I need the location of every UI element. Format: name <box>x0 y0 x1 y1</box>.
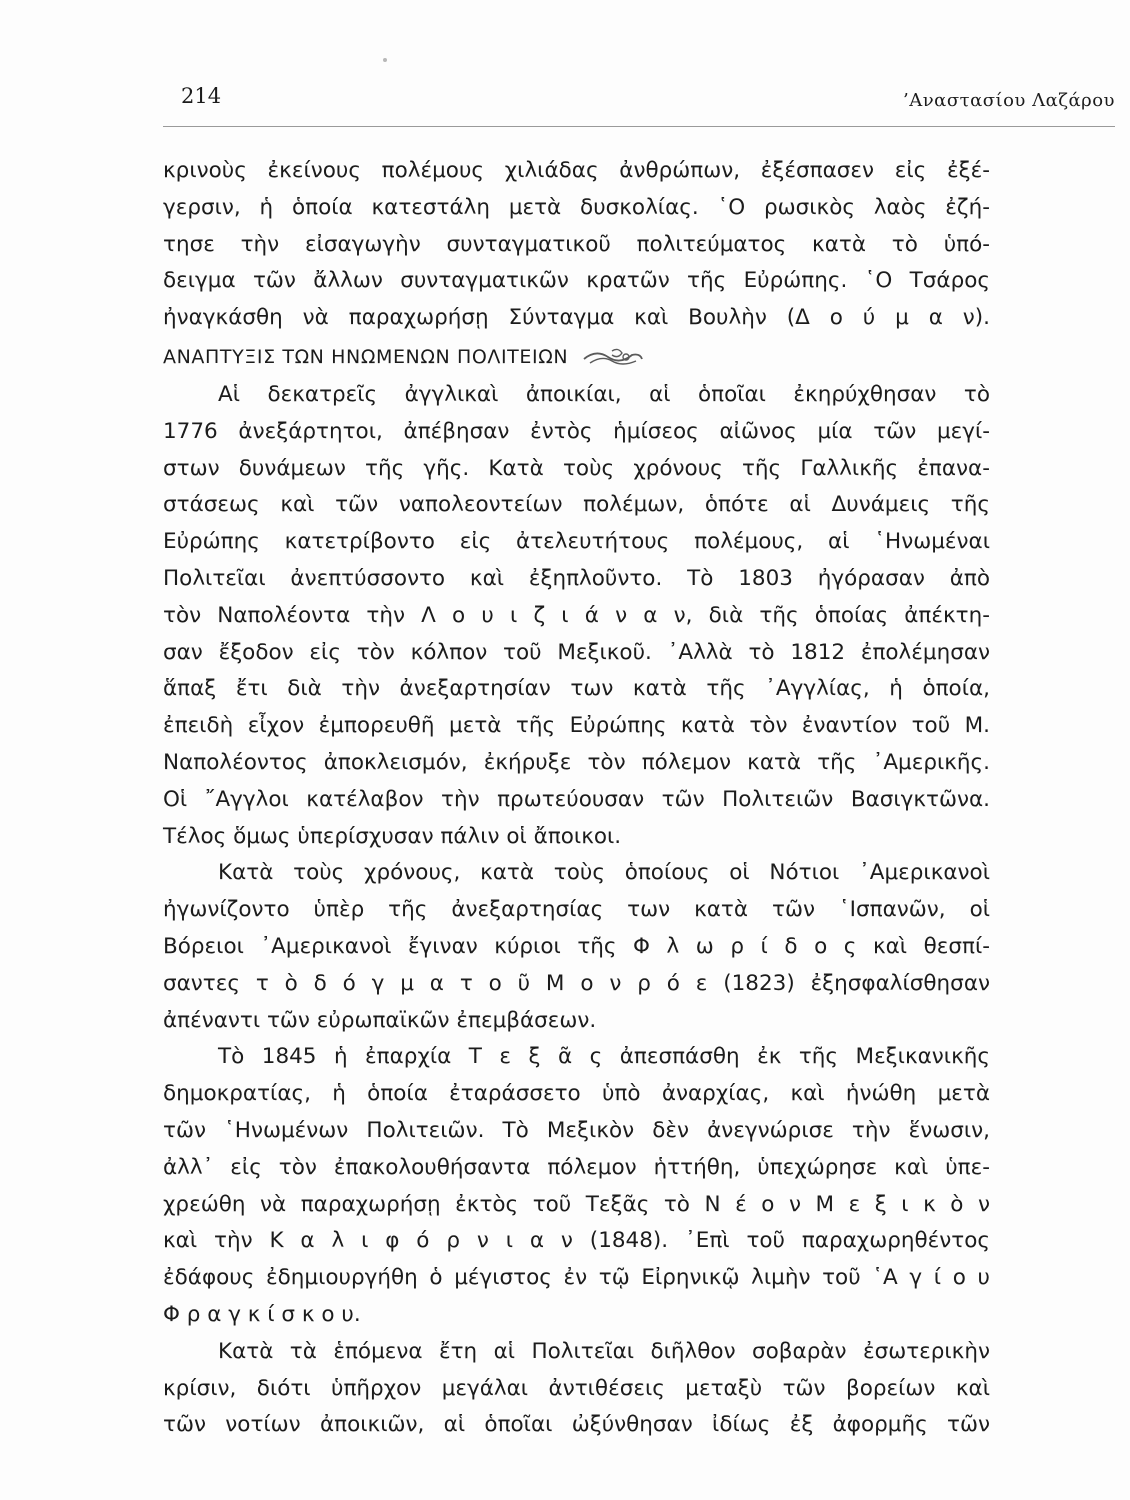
text-line: τῶν ῾Ηνωμένων Πολιτειῶν. Τὸ Μεξικὸν δὲν ἀνεγνώρισε τὴν ἕνωσιν, <box>163 1117 990 1143</box>
text-line: γερσιν, ἡ ὁποία κατεστάλη μετὰ δυσκολίας. ῾Ο ρωσικὸς λαὸς ἐζή- <box>163 194 990 220</box>
body-text <box>163 153 990 1444</box>
text-line: κρίσιν, διότι ὑπῆρχον μεγάλαι ἀντιθέσεις μεταξὺ τῶν βορείων καὶ <box>163 1375 990 1401</box>
text-line: ἠγωνίζοντο ὑπὲρ τῆς ἀνεξαρτησίας των κατὰ τῶν ῾Ισπανῶν, οἱ <box>163 897 990 923</box>
text-line: Εὐρώπης κατετρίβοντο εἰς ἀτελευτήτους πολέμους, αἱ ῾Ηνωμέναι <box>163 529 990 555</box>
text-line: τησε τὴν εἰσαγωγὴν συνταγματικοῦ πολιτεύματος κατὰ τὸ ὑπό- <box>163 231 990 257</box>
text-line: Φ ρ α γ κ ί σ κ ο υ. <box>163 1301 361 1327</box>
text-line: κρινοὺς ἐκείνους πολέμους χιλιάδας ἀνθρώπων, ἐξέσπασεν εἰς ἐξέ- <box>163 158 990 183</box>
text-line: σαντες τ ὸ δ ό γ μ α τ ο ῦ Μ ο ν ρ ό ε (1823) ἐξησφαλίσθησαν <box>163 970 990 996</box>
text-line: ἀπέναντι τῶν εὐρωπαϊκῶν ἐπεμβάσεων. <box>163 1007 597 1033</box>
text-line: ἐπειδὴ εἶχον ἐμπορευθῆ μετὰ τῆς Εὐρώπης κατὰ τὸν ἐναντίον τοῦ Μ. <box>163 713 990 739</box>
text-line: στων δυνάμεων τῆς γῆς. Κατὰ τοὺς χρόνους τῆς Γαλλικῆς ἐπανα- <box>163 455 990 481</box>
text-line: τὸν Ναπολέοντα τὴν Λ ο υ ι ζ ι ά ν α ν, διὰ τῆς ὁποίας ἀπέκτη- <box>163 602 990 628</box>
section-heading-row <box>163 337 990 377</box>
text-line: Τὸ 1845 ἡ ἐπαρχία Τ ε ξ ᾶ ς ἀπεσπάσθη ἐκ τῆς Μεξικανικῆς <box>218 1044 990 1070</box>
text-line: 1776 ἀνεξάρτητοι, ἀπέβησαν ἐντὸς ἡμίσεος αἰῶνος μία τῶν μεγί- <box>163 418 990 444</box>
text-line: Πολιτεῖαι ἀνεπτύσσοντο καὶ ἐξηπλοῦντο. Τὸ 1803 ἠγόρασαν ἀπὸ <box>163 565 990 591</box>
text-line: στάσεως καὶ τῶν ναπολεοντείων πολέμων, ὁπότε αἱ Δυνάμεις τῆς <box>163 492 990 518</box>
text-line: Βόρειοι ᾿Αμερικανοὶ ἔγιναν κύριοι τῆς Φ λ ω ρ ί δ ο ς καὶ θεσπί- <box>163 933 990 959</box>
text-line: Ναπολέοντος ἀποκλεισμόν, ἐκήρυξε τὸν πόλεμον κατὰ τῆς ᾿Αμερικῆς. <box>163 749 990 775</box>
text-line: ἐδάφους ἐδημιουργήθη ὁ μέγιστος ἐν τῷ Εἰρηνικῷ λιμὴν τοῦ ῾Α γ ί ο υ <box>163 1265 990 1291</box>
text-line: δειγμα τῶν ἄλλων συνταγματικῶν κρατῶν τῆς Εὐρώπης. ῾Ο Τσάρος <box>163 268 990 294</box>
text-line: Κατὰ τὰ ἑπόμενα ἔτη αἱ Πολιτεῖαι διῆλθον σοβαρὰν ἐσωτερικὴν <box>218 1338 990 1364</box>
text-line: ἀλλ᾿ εἰς τὸν ἐπακολουθήσαντα πόλεμον ἡττήθη, ὑπεχώρησε καὶ ὑπε- <box>163 1154 990 1180</box>
text-line: Κατὰ τοὺς χρόνους, κατὰ τοὺς ὁποίους οἱ Νότιοι ᾿Αμερικανοὶ <box>218 860 990 886</box>
paper-speck <box>383 58 387 62</box>
flourish-ornament-icon <box>582 345 644 369</box>
text-line: Αἱ δεκατρεῖς ἀγγλικαὶ ἀποικίαι, αἱ ὁποῖαι ἐκηρύχθησαν τὸ <box>218 381 990 407</box>
section-heading: ΑΝΑΠΤΥΞΙΣ ΤΩΝ ΗΝΩΜΕΝΩΝ ΠΟΛΙΤΕΙΩΝ <box>163 345 569 368</box>
page-header <box>163 84 1115 127</box>
text-line: δημοκρατίας, ἡ ὁποία ἐταράσσετο ὑπὸ ἀναρχίας, καὶ ἡνώθη μετὰ <box>163 1081 990 1107</box>
text-line: χρεώθη νὰ παραχωρήσῃ ἐκτὸς τοῦ Τεξᾶς τὸ Ν έ ο ν Μ ε ξ ι κ ὸ ν <box>163 1191 990 1217</box>
text-line: Τέλος ὅμως ὑπερίσχυσαν πάλιν οἱ ἄποικοι. <box>163 823 622 849</box>
text-line: Οἱ ῎Αγγλοι κατέλαβον τὴν πρωτεύουσαν τῶν Πολιτειῶν Βασιγκτῶνα. <box>163 786 990 812</box>
text-line: ἠναγκάσθη νὰ παραχωρήσῃ Σύνταγμα καὶ Βουλὴν (Δ ο ύ μ α ν). <box>163 305 990 331</box>
running-head: ’Αναστασίου Λαζάρου <box>903 90 1115 111</box>
text-line: σαν ἔξοδον εἰς τὸν κόλπον τοῦ Μεξικοῦ. ᾿Αλλὰ τὸ 1812 ἐπολέμησαν <box>163 639 990 665</box>
text-line: καὶ τὴν Κ α λ ι φ ό ρ ν ι α ν (1848). ᾿Επὶ τοῦ παραχωρηθέντος <box>163 1228 990 1254</box>
text-line: τῶν νοτίων ἀποικιῶν, αἱ ὁποῖαι ὠξύνθησαν ἰδίως ἐξ ἀφορμῆς τῶν <box>163 1412 990 1438</box>
page-number: 214 <box>181 84 222 108</box>
text-line: ἅπαξ ἔτι διὰ τὴν ἀνεξαρτησίαν των κατὰ τῆς ᾿Αγγλίας, ἡ ὁποία, <box>163 676 990 702</box>
